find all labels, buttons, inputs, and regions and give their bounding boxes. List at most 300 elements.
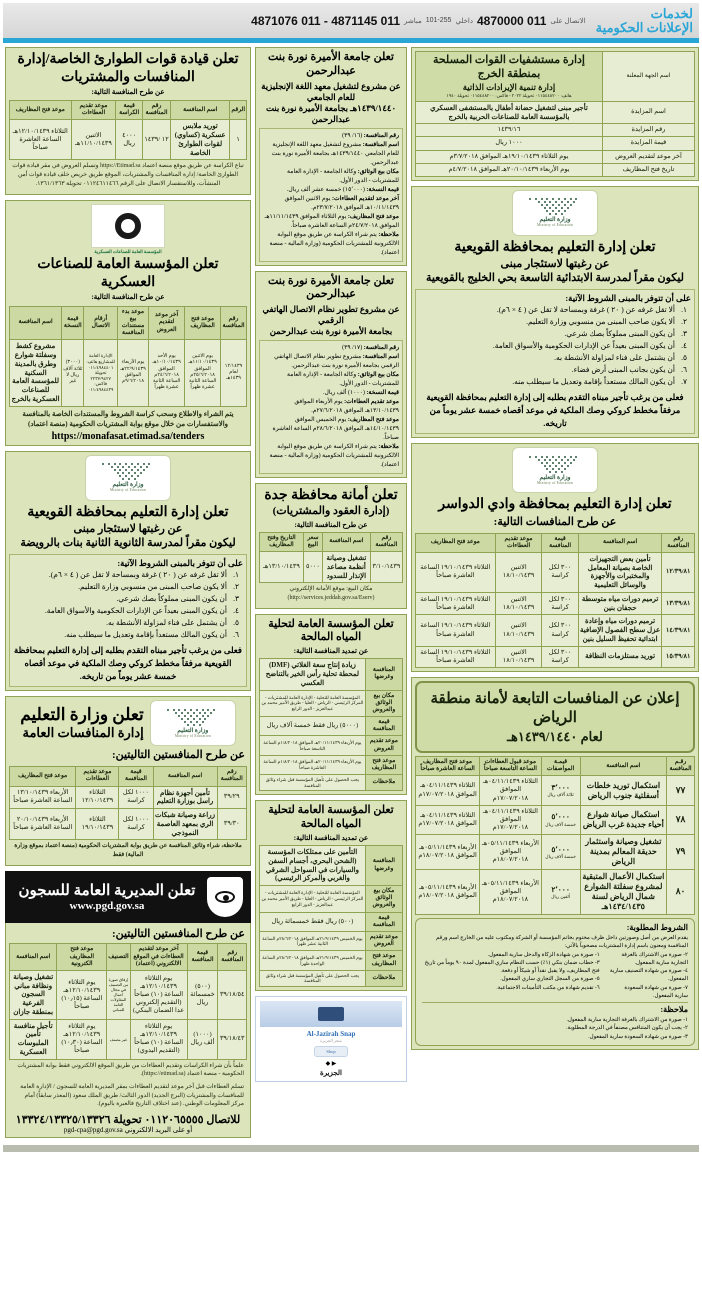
ext-range: 101-255 [425,17,452,24]
table-row [260,886,403,913]
col-name: اسم المنافسة [10,944,57,971]
table-header-row [260,532,403,551]
moe-logo-en: Ministry of Education [537,480,573,485]
ad-sub2: ليكون مقراً لمدرسة الابتدائية التاسعة بحي الخليج بالقويعية [425,272,685,284]
jazirah-logo: الجزيرة [320,1068,342,1077]
field-row [263,132,399,141]
table-row [260,690,403,717]
direct-phones: 011 4871145 - 011 4871076 [251,13,400,28]
ad-title-line2: إدارة المنافسات العامة [22,725,144,741]
shop-name: Al-Jazirah Snap [306,1029,356,1038]
field-value: وكالة الجامعة - الإدارة العامة للمشتريات - الدور الأول. [287,372,399,388]
main-phone: 011 4870000 [476,13,547,28]
cell-open: الثلاثاء ١٩/١٠/١٤٣٩ الساعة العاشرة صباحاً [416,646,496,667]
moe-dots-icon [529,456,581,474]
cell-open: الثلاثاء ٠٤/١١/١٤٣٩هـ الموافق ١٧/٠٧/٢٠١٨م [416,776,480,805]
col-number: رقم المنافسة [218,944,247,971]
conditions-list [419,304,691,388]
prisons-note2: تسلم العطاءات قبل أخر موعد لتقديم العطاءات بمقر المديرية العامة للسجون / الإدارة العامة للمنافسات والمشتريات (البرج الجديد) الدور الثالث/ طريق الملك سعود (المعذر سابقاً) أمام مركز المعلومات الوطني. (عند اختلاف التاريخ فالعبرة باليوم). [20,1084,244,1108]
field-value: وكالة الجامعة - الإدارة العامة للمشتريات - الدور الأول. [287,168,399,184]
ad-subtitle: عن تمديد المنافسة التالية: [293,833,369,842]
list-item: ٢- يجب أن يكون المتنافس مصنفاً في الدرجة المطلوبة. [566,1025,688,1032]
table-header-row [10,306,247,340]
field-value: يوم الثلاثاء الموافق ١١/١١/١٤٣٩هـ الموافق ٢٤/٧/٢٠١٨م الساعة العاشرة صباحاً. [264,213,399,229]
prisons-header [5,871,251,923]
cell-value-words: خمسة آلاف ريال [545,853,576,859]
cell-value-words: خمسة آلاف ريال [545,821,576,827]
cell-name: تشغيل وصيانة أنظمة مصاعد الإنذار للسدود [322,552,370,583]
cell-value [541,870,580,915]
cell-submit: الثلاثاء ١٩/١٠/١٤٣٩ [76,809,119,840]
list-item: ٧- صورة من شهادة السعودة سارية المفعول. [624,984,688,999]
ad-title: تعلن جامعة الأميرة نورة بنت عبدالرحمن [267,274,394,301]
prisons-phone: للاتصال ٠١١٢٠٦٥٥٥٥ تحويلة ١٣٣٢٤/١٣٣٢٥/١٣٣٢٦ [15,1114,241,1127]
label-org: اسم الجهة المعلنة [602,52,694,102]
conditions-columns [422,951,688,1001]
col-name: اسم المنافسة [578,533,662,552]
field-value: مشروع تطوير نظام الاتصال الهاتفي الرقمي بجامعة الأميرة نورة بنت عبدالرحمن. [274,354,399,370]
ad-title: تعلن المؤسسة العامة لتحلية المياه المالحة [268,617,394,644]
col-value: قيمة المنافسة [187,944,218,971]
label-deadline: آخر موعد لتقديم العروض [602,150,694,163]
cell-open: الثلاثاء ١٩/١٠/١٤٣٩ الساعة العاشرة صباحاً [416,592,496,615]
cell-value [541,776,580,805]
table-row [416,101,695,124]
moe-logo-en: Ministry of Education [537,223,573,228]
row-label: قيمة المنافسة [365,717,402,736]
value-deadline: يوم الثلاثاء ١٩/١٠/١٤٣٩هـ الموافق ٣/٧/٢٠١٨م [416,150,603,163]
details-box [259,128,403,262]
field-row [263,186,399,195]
ad-sub1: عن رغبتها لاستئجار مبنى [73,523,183,536]
row-value: (٥٠٠) ريال فقط خمسمائة ريال [260,912,366,931]
cell-number: ٧٨ [667,805,695,834]
table-row [10,809,247,840]
field-row [263,195,399,213]
conditions-intro: على أن تتوفر بالمبنى الشروط الآتية: [565,292,691,303]
moe-dots-icon [529,198,581,216]
col-open: موعد فتح المظاريف [10,767,76,786]
field-key: موعد فتح المظاريف: [347,213,399,220]
ext-label: داخلي [455,16,473,25]
shop-button[interactable]: Shop [314,1046,348,1057]
conditions-title: الشروط المطلوبة: [626,923,688,933]
cell-name: تشغيل وصيانة واستثمار حديقة المعالم بمدينة الرياض [580,835,666,870]
org-line1: إدارة مستشفيات القوات المسلحة بمنطقة الخرج [432,54,585,80]
field-value: (١٦/ ٣٩) [342,132,363,139]
cell-name: تشغيل وصيانة ونظافة مباني السجون الفرعية بمنطقة جازان [10,970,57,1019]
col-submit: موعد تقديم العطاءات [495,533,542,552]
cell-value-number: ٥٬٠٠٠ [551,844,570,854]
riyadh-amanah-table [415,756,695,915]
table-row [416,835,695,870]
field-value: يتم شراء الكراسة عن طريق موقع البوابة الالكترونية للمشتريات الحكومية (وزارة المالية - منصة اعتماد). [269,444,399,469]
list-item: ٥- صورة من السجل التجاري ساري المفعول. [500,976,600,983]
table-row [416,870,695,915]
prisons-url[interactable]: www.pgd.gov.sa [69,900,145,913]
field-row [263,398,399,416]
conditions-intro: يقدم العرض من أصل وصورتين داخل ظرف مختوم بخاتم المؤسسة أو الشركة ومكتوب عليه من الخارج اسم ورقم المنافسة ومعنون باسم إدارة المشتريات مصحوباً بالآتي: [435,935,688,950]
table-row [10,1019,247,1059]
cell-accept: الثلاثاء ٠٤/١١/١٤٣٩هـ الموافق ١٧/٠٧/٢٠١٨م [480,776,541,805]
ad-title: تعلن جامعة الأميرة نورة بنت عبدالرحمن [267,51,394,77]
cell-value: ١٠٠٠ لكل كراسة [119,786,153,809]
field-row [263,213,399,231]
row-label: قيمة المنافسة [365,912,402,931]
moe-logo [512,190,598,236]
app-store-icon[interactable]: ◆ [325,1060,331,1067]
ad-footer: ملاحظة، شراء وثائق المنافسة عن طريق بوابة المشتريات الحكومية (منصة اعتماد بموقع وزارة المالية) فقط [14,843,242,858]
ad-subtitle: عن طرح المنافستين التاليتين: [111,927,245,940]
divider [422,1002,688,1003]
list-item: ٧.أن يكون المالك مستعداً بإقامة وتعديل ما سيطلب منه. [512,376,687,386]
field-row [263,416,399,443]
moe-logo [150,700,236,746]
ad-footer: مكان البيع: موقع الأمانة الإلكتروني (http://services.jeddah.gov.sa/Eserv) [287,586,375,601]
org-cell [416,52,603,102]
cell-number: ١٢/٣٩/٨١ [662,552,695,592]
table-row [260,912,403,931]
cell-name: ترميم دورات مياه متوسطة حجفان بنين [578,592,662,615]
table-row [416,52,695,102]
cell-open: الأربعاء ٢٠/١٠/١٤٣٩ الساعة العاشرة صباحاً [10,809,76,840]
cell-open: الثلاثاء ٠٤/١١/١٤٣٩هـ الموافق ١٧/٠٧/٢٠١٨م [416,805,480,834]
table-row [260,775,403,791]
riyadh-conditions-box [415,918,695,1046]
military-industries-logo [91,204,165,248]
cell-sale-start: يوم الأربعاء ٢٢/٩/١٤٣٩هـ الموافق ٩/٦/٢٠١٨م [117,340,148,406]
field-key: اسم المنافسة: [362,354,399,361]
field-value: يوم الخميس الموافق ١٤/١٠/١٤٣٩هـ الموافق ٢٨/٦/٢٠١٨م الساعة العاشرة صباحاً. [272,417,399,442]
riyadh-title-box [415,681,695,753]
cell-number: ١٥/٣٩/٨١ [662,646,695,667]
ad-title: تعلن المؤسسة العامة للصناعات العسكرية [37,257,219,290]
col-number: رقم المنافسة [370,532,402,551]
ad-sub2: ١٤٣٩/١٤٤٠هـ بجامعة الأميرة نورة بنت عبدالرحمن [265,102,397,124]
conditions-intro: على أن تتوفر بالمبنى الشروط الآتية: [117,557,243,568]
table-row [10,970,247,1019]
table-row [416,805,695,834]
label-tender-number: رقم المزايدة [602,124,694,137]
ad-pnu-digital-telephone [255,271,407,479]
row-value: يجب الحصول على تأهيل المؤسسة قبل شراء وثائق المنافسة [260,775,366,791]
ad-wadi-dawasir-education [411,443,699,672]
cell-value: ٣٠٠ لكل كراسة [542,592,578,615]
value-tender-number: ١٤٣٩/١٦ [416,124,603,137]
moe-dots-icon [102,463,154,481]
cell-open: الثلاثاء ١٩/١٠/١٤٣٩ الساعة العاشرة صباحاً [416,552,496,592]
cell-submit: الاثنين ١٨/١٠/١٤٣٩ [495,646,542,667]
moe-dots-icon [167,709,219,727]
cell-submit: الاثنين ١٨/١٠/١٤٣٩ [495,615,542,646]
col-number: رقـم المنافسة [667,756,695,775]
moe-logo-name: وزارة التعليم [112,482,144,489]
table-row [260,552,403,583]
table-row [260,846,403,886]
list-item: ٤.أن يكون المبنى بعيداً عن الإدارات الحكومية والأسواق العامة. [44,605,239,615]
col-name: اسم المنافسة [322,532,370,551]
row-label: ملاحظات [365,775,402,791]
ad-sub1: عن مشروع تطوير نظام الاتصال الهاتفي الرقمي [262,304,400,326]
col-submit: موعد تقديم العطاءات [76,767,119,786]
ad-military-industries [5,200,251,446]
table-row [260,717,403,736]
cell-submit: الاثنين ١٨/١٠/١٤٣٩ [495,552,542,592]
field-value: (١٥٬٠٠٠) خمسة عشر ألف ريال. [286,186,365,193]
row-label: موعد تقديم العروض [365,931,402,950]
cell-open: يوم الثلاثاء ١٢/١٠/١٤٣٩هـ الساعة (١٠٫١٥) صباحاً [57,970,107,1019]
row-value: المؤسسة العامة للتحلية - الإدارة العامة للمشتريات - المركز الرئيسي - الرياض - العليا - طريق الأمير محمد بن عبدالعزيز - الدور الرابع [260,690,366,717]
row-label: موعد فتح المظاريف [365,951,402,970]
cell-value: (١٠٠٠) ألف ريال [187,1019,218,1059]
footer-strip [3,1145,699,1152]
cell-name: استكمال صيانة شوارع أحياء جديدة غرب الرياض [580,805,666,834]
field-value: يتم شراء الكراسة عن طريق موقع البوابة الالكترونية للمشتريات الحكومية (وزارة المالية - منصة اعتماد). [269,231,399,256]
cell-submit: الاثنين ١٨/١٠/١٤٣٩ [495,592,542,615]
ad-emergency-forces [5,47,251,195]
cell-open: يوم الاثنين ١١/١٠/١٤٣٩هـ الموافق ٢٥/٦/٢٠١٨م الساعة الثانية عشرة ظهراً [185,340,221,406]
cell-submit: الاثنين ١١/١٠/١٤٣٩هـ [71,120,116,160]
col-open: موعد فتح المظاريف [185,306,221,340]
cell-classification: غير مصنف [107,1019,130,1059]
list-item: ١- صورة من الاشتراك بالغرفة التجارية سارية المفعول. [566,1017,688,1024]
ad-subtitle: عن طرح المنافسات التالية: [493,515,617,528]
table-row [416,776,695,805]
ad-subtitle: عن طرح المنافستين التاليتين: [111,749,245,762]
store-badges[interactable] [260,1060,402,1067]
cell-value: ٣٠٠ لكل كراسة [542,615,578,646]
ad-title: تعلن المديرية العامة للسجون [18,883,196,900]
row-label: مكان بيع الوثائق والعروض [365,886,402,913]
col-name: اسم المنافسة [10,306,62,340]
moe-logo-en: Ministry of Education [174,733,211,738]
list-item: ٤- صورة من شهادة التصنيف سارية المفعول. [609,968,688,983]
cell-name: توريد ملابس عسكرية (كساوي) لقوات الطوارئ الخاصة [171,120,230,160]
notes-list [422,1016,688,1041]
masthead-title-line1: لخدمات [650,5,693,21]
cell-deadline: يوم الثلاثاء ١٢/١٠/١٤٣٩هـ الساعة (١٠) صباحاً (التقديم إلكتروني عدا الضمان البنكي) [130,970,187,1019]
conditions-left-list [610,951,688,1001]
column-right [411,47,699,1050]
moe-logo [512,447,598,493]
riyadh-title-line2: لعام ١٤٣٩/١٤٤٠هـ [507,728,603,744]
table-row [416,592,695,615]
field-row [263,443,399,470]
ad-prisons-directorate [5,871,251,1139]
cell-value: ٣٠٠ لكل كراسة [542,552,578,592]
cell-number: ٧٧ [667,776,695,805]
row-value: يوم الأربعاء ٢٠/١١/١٤٣٩هـ الموافق ١/٨/٢٠١٨م الساعة العاشرة صباحاً [260,755,366,774]
field-value: يوم الأربعاء الموافق ١٣/١٠/١٤٣٩هـ الموافق ٢٧/٦/٢٠١٨م. [294,399,399,415]
field-row [263,389,399,398]
details-box [259,340,403,474]
moe-logo [85,455,171,501]
emergency-forces-table [9,100,247,160]
google-play-icon[interactable]: ▶ [331,1060,337,1067]
field-key: قيمة النسخة: [366,186,399,193]
ad-jazirah-shop[interactable] [255,996,407,1082]
list-item: ٦.أن يكون المالك مستعداً بإقامة وتعديل ما سيطلب منه. [64,629,239,639]
value-tender-name: تأجير مبنى لتشغيل حضانة أطفال بالمستشفى العسكري بالمؤسسة العامة للصناعات الحربية بالخرج [416,101,603,124]
cell-number: ١٢/١٤٣٩ لعام ١٤٣٩هـ [221,340,247,406]
moe-logo-name: وزارة التعليم [539,474,571,481]
table-row [10,120,247,160]
field-key: ملاحظة: [378,444,399,451]
col-accept: موعد قبول العطاءات الساعة التاسعة صباحاً [480,756,541,775]
table-header-row [416,533,695,552]
cell-deadline: يوم الأحد ١٠/١٠/١٤٣٩هـ الموافق ٢٤/٦/٢٠١٨م الساعة الثانية عشرة ظهراً [149,340,185,406]
list-item: ١.ألا تقل غرفه عن ( ٢٠ ) غرفة وبمساحة لا تقل عن ( ٤ × ٦م). [496,304,687,314]
field-key: موعد فتح المظاريف: [347,417,399,424]
label-tender-value: قيمة المزايدة [602,137,694,150]
col-date: التاريخ وفتح المظاريف [260,532,304,551]
cell-number: ٣٩/١٨/٤٣ [218,1019,247,1059]
field-key: رقم المنافسة: [363,345,399,352]
cell-number: ٧٩ [667,835,695,870]
cell-name: ترميم دورات مياه وإعادة عزل سطح الفصول الإضافية ابتدائية تحفيظ السليل بنين [578,615,662,646]
list-item: ١- صورة من شهادة الزكاة والدخل سارية المفعول. [487,951,600,958]
col-submit: موعد تقديم العطاءات [71,101,116,120]
ad-title: تعلن أمانة محافظة جدة [264,488,398,504]
cell-number: ٣٩/٣٠ [217,809,246,840]
moe-logo-name: وزارة التعليم [539,217,571,224]
masthead-contact [251,14,586,28]
ad-moe-general-competitions [5,696,251,865]
cell-value: (٣٠٠٠) ثلاثة آلاف ريال لا غير [62,340,84,406]
cell-name: زراعة وصيانة شبكات الري بمعهد العاصمة النموذجي [153,809,217,840]
list-item: ٦- تقديم شهادة من مكتب التأمينات الاجتماعية. [496,984,600,991]
ad-quwaiiyah-education-left [5,451,251,692]
row-value: يوم الأربعاء ٢٠/١١/١٤٣٩هـ الموافق ١/٨/٢٠١٨م الساعة التاسعة صباحاً [260,736,366,755]
ad-title: تعلن إدارة التعليم بمحافظة القويعية [27,504,229,520]
swcc-insurance-table [259,845,403,987]
cell-number: ٨٠ [667,870,695,915]
ad-swcc-insurance [255,800,407,991]
cell-classification: إرفاق صورة من التصنيف في مجال أعمال المقاولات العامة للمباني [107,970,130,1019]
value-open-date: يوم الأربعاء ٢٠/١٠/١٤٣٩هـ الموافق ٤/٧/٢٠١٨م [416,163,603,176]
cell-name: استكمال توريد خلطات أسفلتية جنوب الرياض [580,776,666,805]
field-value: يوم الاثنين الموافق ١٠/١١/١٤٣٩هـ الموافق ٢٣/٧/٢٠١٨م. [284,195,399,211]
list-item: ٣- صورة من شهادة السعودة سارية المفعول. [588,1033,688,1040]
tenders-url[interactable]: https://monafasat.etimad.sa/tenders [51,430,205,442]
list-item: ٣.أن يكون المبنى مملوكاً بصك شرعي. [116,593,239,603]
col-name: اسم المنافسة [153,767,217,786]
table-row [260,951,403,970]
ad-sub2: ليكون مقراً لمدرسة الثانوية الثانية بنات بالرويضة [20,537,236,550]
field-value: (١٧/ ٣٩) [342,345,363,352]
swcc-dmf-table [259,658,403,791]
field-key: مكان بيع الوثائق: [357,372,399,379]
col-no: الرقم [230,101,247,120]
prisons-body [5,923,251,1139]
ad-quwaiiyah-education-right [411,186,699,439]
moe-general-table [9,766,247,840]
ad-note: عن طرح المنافسة التالية: [294,520,368,529]
table-header-row [10,767,247,786]
list-item: ٣- خطاب ضمان بنكي (١٪) حسب النظام ساري المفعول لمدة ٩٠ يوماً من تاريخ فتح المظاريف، ولا يقبل نقداً أو شيكاً أو دفعة. [424,959,600,975]
prisons-table [9,943,247,1059]
table-row [416,615,695,646]
cell-accept: الأربعاء ٠٥/١١/١٤٣٩هـ الموافق ١٨/٠٧/٢٠١٨م [480,835,541,870]
logo-caption: المؤسسة العامة للصناعات العسكرية [94,248,162,254]
ad-jeddah-municipality [255,483,407,608]
field-key: آخر موعد لتقديم العطاءات: [332,195,399,202]
row-label: موعد فتح المظاريف [365,755,402,774]
col-number: رقم المنافسة [662,533,695,552]
military-industries-table [9,306,247,407]
shop-tagline: متجر الجزيرة [320,1037,342,1043]
column-left [5,47,251,1138]
cell-contacts: الإدارة العامة للمشاريع هاتف: ٠١١/٤٩٨٤٤٠١ تحويلة ٢٢٣٧/٩٤٢٧ فاكس: ٠١١/٤٩٨٤٤٣٩ [84,340,117,406]
table-row [416,137,695,150]
col-value: قيمـة المواصفات [541,756,580,775]
jeddah-table [259,532,403,584]
cell-submit: الثلاثاء ١٢/١٠/١٤٣٩ [76,786,119,809]
cell-value [541,835,580,870]
masthead-title-line2: الإعلانات الحكومية [595,19,693,35]
cell-open: الأربعاء ٠٥/١١/١٤٣٩هـ الموافق ١٨/٠٧/٢٠١٨م [416,835,480,870]
field-row [263,141,399,168]
ad-title: تعلن قيادة قوات الطوارئ الخاصة/إدارة المنافسات والمشتريات [17,52,239,85]
col-price: سعر البيع [303,532,322,551]
cell-deadline: يوم الثلاثاء ١٢/١٠/١٤٣٩هـ الساعة (١٠) صباحاً (التقديم اليدوي) [130,1019,187,1059]
field-row [263,353,399,371]
cell-value: ١٠٠٠ لكل كراسة [119,809,153,840]
cell-name: توريد مستلزمات النظافة [578,646,662,667]
cell-open: يوم الثلاثاء ١٢/١٠/١٤٣٩هـ الساعة (١٠٫٣٠) صباحاً [57,1019,107,1059]
conditions-right-list [422,951,600,1001]
cell-open: الأربعاء ١٣/١٠/١٤٣٩ الساعة العاشرة صباحاً [10,786,76,809]
conditions-box [9,554,247,688]
cell-value-number: ٥٬٠٠٠ [551,812,570,822]
table-row [416,150,695,163]
org-line3: هاتف: ٠١١٥٤٤٨٢٠٠ تحويلة ٢٠٢٢ - فاكس: ٠١١٥٤٤٨٢٠٠ تحويلة ١٩٤٠ [446,93,572,99]
value-tender-value: ١٠٠٠ ريال [416,137,603,150]
col-contacts: أرقام الاتصال [84,306,117,340]
armed-forces-table [415,51,695,177]
col-number: رقم المنافسة [221,306,247,340]
field-key: ملاحظة: [378,231,399,238]
field-key: رقم المنافسة: [363,132,399,139]
prisons-email[interactable]: أو على البريد الالكتروني pgd-cpa@pgd.gov.sa [63,1126,193,1135]
table-row [260,659,403,690]
cell-number: ١٤/٣٩/٨١ [662,615,695,646]
cell-value-words: ألفين ريال [551,893,571,899]
field-row [263,231,399,258]
col-deadline: آخر موعد لتقديم العروض [149,306,185,340]
label-tender-name: اسم المزايدة [602,101,694,124]
ad-title: تعلن إدارة التعليم بمحافظة وادي الدواسر [438,497,672,513]
masthead-title [596,7,693,34]
field-value: مشروع لتشغيل معهد اللغة الإنجليزية للعام الجامعي ١٤٣٩/١٤٤٠هـ بجامعة الأميرة نورة بنت عبدالرحمن. [271,141,399,166]
contact-label: الاتصال على [550,16,586,25]
cell-value [541,805,580,834]
cell-number: ١٣/٣٩/٨١ [662,592,695,615]
direct-label: مباشر [404,16,422,25]
cell-number: ٣/١٠/١٤٣٩ [370,552,402,583]
list-item: ٢- صورة من الاشتراك بالغرفة التجارية سارية المفعول. [621,951,688,966]
table-row [416,163,695,176]
field-row [263,168,399,186]
ad-title: تعلن المؤسسة العامة لتحلية المياه المالحة [268,804,394,831]
table-row [260,931,403,950]
row-value: يجب الحصول على تأهيل المؤسسة قبل شراء وثائق المنافسة [260,970,366,986]
ad-swcc-dmf [255,614,407,796]
row-label: المنافسة وغرضها [365,659,402,690]
list-item: ٢.ألا يكون صاحب المبنى من منسوبي وزارة التعليم. [526,316,687,326]
eye-icon [215,891,235,903]
ad-armed-forces-hospitals [411,47,699,181]
